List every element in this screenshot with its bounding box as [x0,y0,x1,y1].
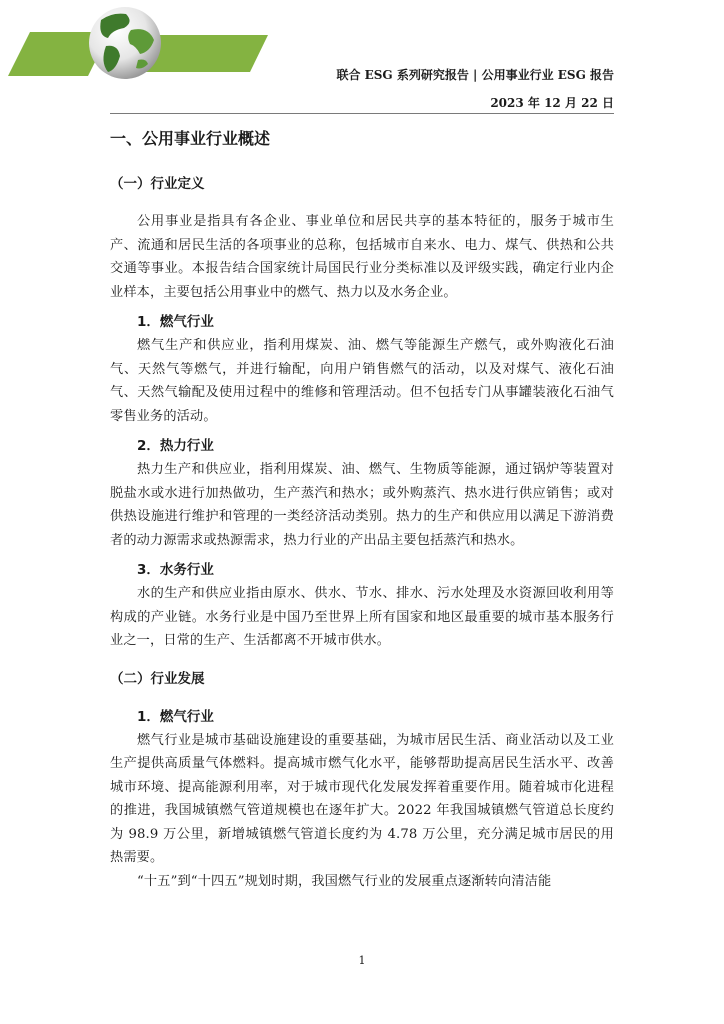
globe-logo-icon [0,0,270,82]
gas-development-paragraph: 燃气行业是城市基础设施建设的重要基础，为城市居民生活、商业活动以及工业生产提供高质量气体燃料。提高城市燃气化水平，能够帮助提高居民生活水平、改善城市环境、提高能源利用率，对于城市现代化发展发挥着重要作用。随着城市化进程的推进，我国城镇燃气管道规模也在逐年扩大。2022 年我国城镇燃气管道总长度约为 98.9 万公里，新增城镇燃气管道长度约为 4.78 万公里，充分满足城市居民的用热需要。 [110,732,614,865]
main-content [110,120,614,893]
item-title-heat: 2．热力行业 [137,438,214,454]
section-title: 一、公用事业行业概述 [110,129,271,148]
definition-paragraph: 公用事业是指具有各企业、事业单位和居民共享的基本特征的，服务于城市生产、流通和居民生活的各项事业的总称，包括城市自来水、电力、煤气、供热和公共交通等事业。本报告结合国家统计局国民行业分类标准以及评级实践，确定行业内企业样本，主要包括公用事业中的燃气、热力以及水务企业。 [110,214,614,300]
item-title-gas: 1．燃气行业 [137,314,214,330]
gas-paragraph: 燃气生产和供应业，指利用煤炭、油、燃气等能源生产燃气，或外购液化石油气、天然气等燃气，并进行输配，向用户销售燃气的活动，以及对煤气、液化石油气、天然气输配及使用过程中的维修和管理活动。但不包括专门从事罐装液化石油气零售业务的活动。 [110,338,614,424]
water-paragraph: 水的生产和供应业指由原水、供水、节水、排水、污水处理及水资源回收利用等构成的产业链。水务行业是中国乃至世界上所有国家和地区最重要的城市基本服务行业之一，日常的生产、生活都离不开城市供水。 [110,586,614,648]
header-title: 联合 ESG 系列研究报告 | 公用事业行业 ESG 报告 [336,68,614,82]
heat-paragraph: 热力生产和供应业，指利用煤炭、油、燃气、生物质等能源，通过锅炉等装置对脱盐水或水进行加热做功，生产蒸汽和热水；或外购蒸汽、热水进行供应销售；或对供热设施进行维护和管理的一类经济活动类别。热力的生产和供应用以满足下游消费者的动力源需求或热源需求，热力行业的产出品主要包括蒸汽和热水。 [110,462,614,548]
item-title-water: 3．水务行业 [137,562,214,578]
page-number: 1 [358,954,366,967]
header-date: 2023 年 12 月 22 日 [490,96,614,110]
header-divider [110,113,614,114]
subsection-title-definition: （一）行业定义 [110,176,205,192]
item-title-gas-development: 1．燃气行业 [137,708,214,725]
gas-development-paragraph-2: “十五”到“十四五”规划时期，我国燃气行业的发展重点逐渐转向清洁能 [137,873,552,889]
subsection-title-development: （二）行业发展 [110,670,205,687]
